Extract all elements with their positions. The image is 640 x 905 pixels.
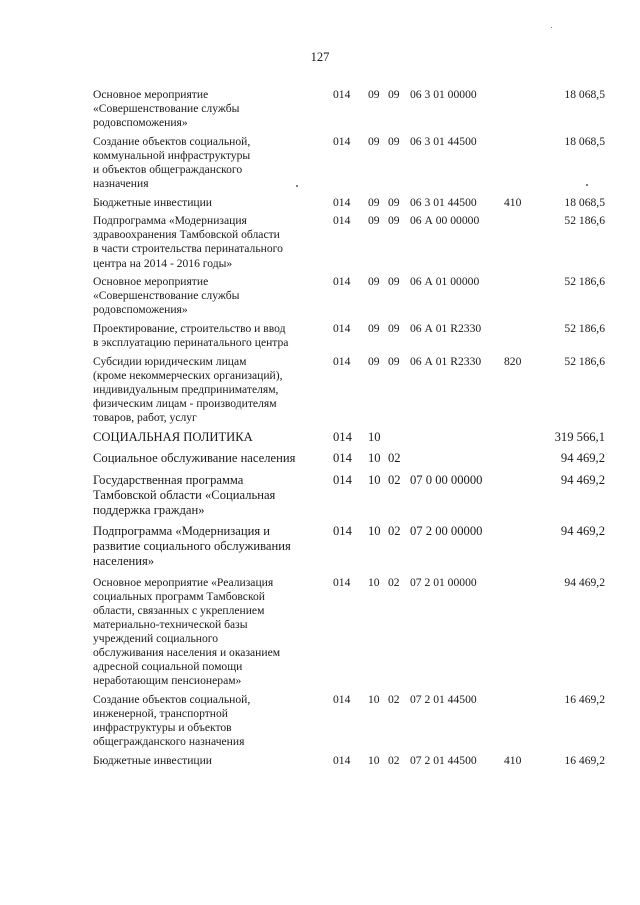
table-row — [93, 322, 613, 350]
expense-type-code: 410 — [504, 195, 522, 209]
subsection-code: 09 — [388, 88, 400, 101]
target-article-code: 06 3 01 44500 — [410, 195, 477, 209]
scan-speck — [586, 184, 588, 186]
section-code: 09 — [368, 321, 380, 335]
table-row — [93, 451, 613, 466]
target-article-code: 06 А 01 R2330 — [410, 321, 482, 335]
section-code: 10 — [368, 575, 380, 589]
subsection-code: 02 — [388, 472, 401, 487]
table-row — [93, 135, 613, 191]
ved-code: 014 — [333, 275, 351, 289]
ved-code: 014 — [333, 354, 351, 368]
row-name: Создание объектов социальной, инженерной, транспортной инфраструктуры и объектов общегражданского назначения — [93, 692, 251, 749]
row-name: Подпрограмма «Модернизация и развитие социального обслуживания населения» — [93, 524, 291, 569]
scan-speck — [551, 27, 552, 28]
expense-type-code: 820 — [504, 354, 522, 368]
subsection-code: 02 — [388, 753, 400, 767]
row-name: Бюджетные инвестиции — [93, 753, 213, 767]
section-code: 09 — [368, 195, 380, 209]
page-number: 127 — [310, 50, 330, 64]
amount: 94 469,2 — [560, 524, 605, 539]
section-code: 10 — [368, 692, 380, 706]
ved-code: 014 — [333, 753, 351, 767]
amount: 18 068,5 — [564, 88, 605, 101]
subsection-code: 09 — [388, 354, 400, 368]
row-name: Социальное обслуживание населения — [93, 451, 296, 466]
target-article-code: 06 А 00 00000 — [410, 214, 480, 228]
scan-speck — [296, 185, 298, 187]
section-code: 09 — [368, 275, 380, 289]
ved-code: 014 — [333, 88, 351, 101]
expense-type-code: 410 — [504, 753, 522, 767]
subsection-code: 02 — [388, 692, 400, 706]
budget-table — [93, 88, 613, 772]
row-name: Государственная программа Тамбовской области «Социальная поддержка граждан» — [93, 472, 276, 517]
target-article-code: 07 2 00 00000 — [410, 524, 483, 539]
ved-code: 014 — [333, 451, 352, 466]
table-row — [93, 754, 613, 768]
amount: 52 186,6 — [564, 214, 605, 228]
subsection-code: 02 — [388, 524, 401, 539]
ved-code: 014 — [333, 321, 351, 335]
ved-code: 014 — [333, 575, 351, 589]
target-article-code: 06 3 01 44500 — [410, 134, 477, 148]
target-article-code: 06 3 01 00000 — [410, 88, 477, 101]
amount: 319 566,1 — [554, 429, 605, 444]
amount: 94 469,2 — [560, 472, 605, 487]
ved-code: 014 — [333, 429, 352, 444]
table-row — [93, 355, 613, 425]
amount: 52 186,6 — [564, 354, 605, 368]
row-name: Бюджетные инвестиции — [93, 195, 213, 209]
amount: 52 186,6 — [564, 321, 605, 335]
section-code: 09 — [368, 214, 380, 228]
amount: 52 186,6 — [564, 275, 605, 289]
ved-code: 014 — [333, 134, 351, 148]
amount: 16 469,2 — [564, 753, 605, 767]
row-name: Проектирование, строительство и ввод в эксплуатацию перинатального центра — [93, 321, 289, 349]
ved-code: 014 — [333, 472, 352, 487]
section-code: 10 — [368, 753, 380, 767]
amount: 94 469,2 — [564, 575, 605, 589]
section-code: 10 — [368, 524, 381, 539]
subsection-code: 09 — [388, 321, 400, 335]
row-name: Основное мероприятие «Совершенствование службы родовспоможения» — [93, 88, 240, 130]
row-name: Основное мероприятие «Совершенствование службы родовспоможения» — [93, 275, 240, 317]
table-row — [93, 576, 613, 689]
section-code: 09 — [368, 134, 380, 148]
row-name: Подпрограмма «Модернизация здравоохранения Тамбовской области в части строительства перинатального центра на 2014 - 2016 годы» — [93, 214, 283, 270]
section-code: 10 — [368, 451, 381, 466]
amount: 94 469,2 — [560, 451, 605, 466]
target-article-code: 06 А 01 R2330 — [410, 354, 482, 368]
section-code: 10 — [368, 472, 381, 487]
target-article-code: 07 2 01 44500 — [410, 753, 477, 767]
ved-code: 014 — [333, 214, 351, 228]
target-article-code: 07 2 01 00000 — [410, 575, 477, 589]
amount: 18 068,5 — [564, 195, 605, 209]
section-heading-row — [93, 430, 613, 445]
table-row — [93, 275, 613, 317]
target-article-code: 07 2 01 44500 — [410, 692, 477, 706]
ved-code: 014 — [333, 692, 351, 706]
section-code: 09 — [368, 88, 380, 101]
subsection-code: 09 — [388, 275, 400, 289]
table-row — [93, 524, 613, 569]
section-heading: СОЦИАЛЬНАЯ ПОЛИТИКА — [93, 429, 253, 444]
ved-code: 014 — [333, 195, 351, 209]
table-row — [93, 214, 613, 270]
row-name: Создание объектов социальной, коммунальной инфраструктуры и объектов общегражданского назначения — [93, 134, 251, 191]
table-row — [93, 196, 613, 210]
table-row — [93, 693, 613, 749]
row-name: Основное мероприятие «Реализация социальных программ Тамбовской области, связанных с укреплением материально-технической базы учреждений социального обслуживания населения и оказанием адресной социальной помощи неработающим пенсионерам» — [93, 575, 281, 688]
subsection-code: 09 — [388, 214, 400, 228]
subsection-code: 02 — [388, 451, 401, 466]
target-article-code: 07 0 00 00000 — [410, 472, 483, 487]
table-row — [93, 88, 613, 130]
subsection-code: 09 — [388, 134, 400, 148]
amount: 16 469,2 — [564, 692, 605, 706]
section-code: 10 — [368, 429, 381, 444]
amount: 18 068,5 — [564, 134, 605, 148]
target-article-code: 06 А 01 00000 — [410, 275, 480, 289]
section-code: 09 — [368, 354, 380, 368]
subsection-code: 02 — [388, 575, 400, 589]
table-row — [93, 473, 613, 518]
row-name: Субсидии юридическим лицам (кроме некоммерческих организаций), индивидуальным предпринимателям, физическим лицам - производителям товаров, работ, услуг — [93, 354, 283, 424]
subsection-code: 09 — [388, 195, 400, 209]
ved-code: 014 — [333, 524, 352, 539]
